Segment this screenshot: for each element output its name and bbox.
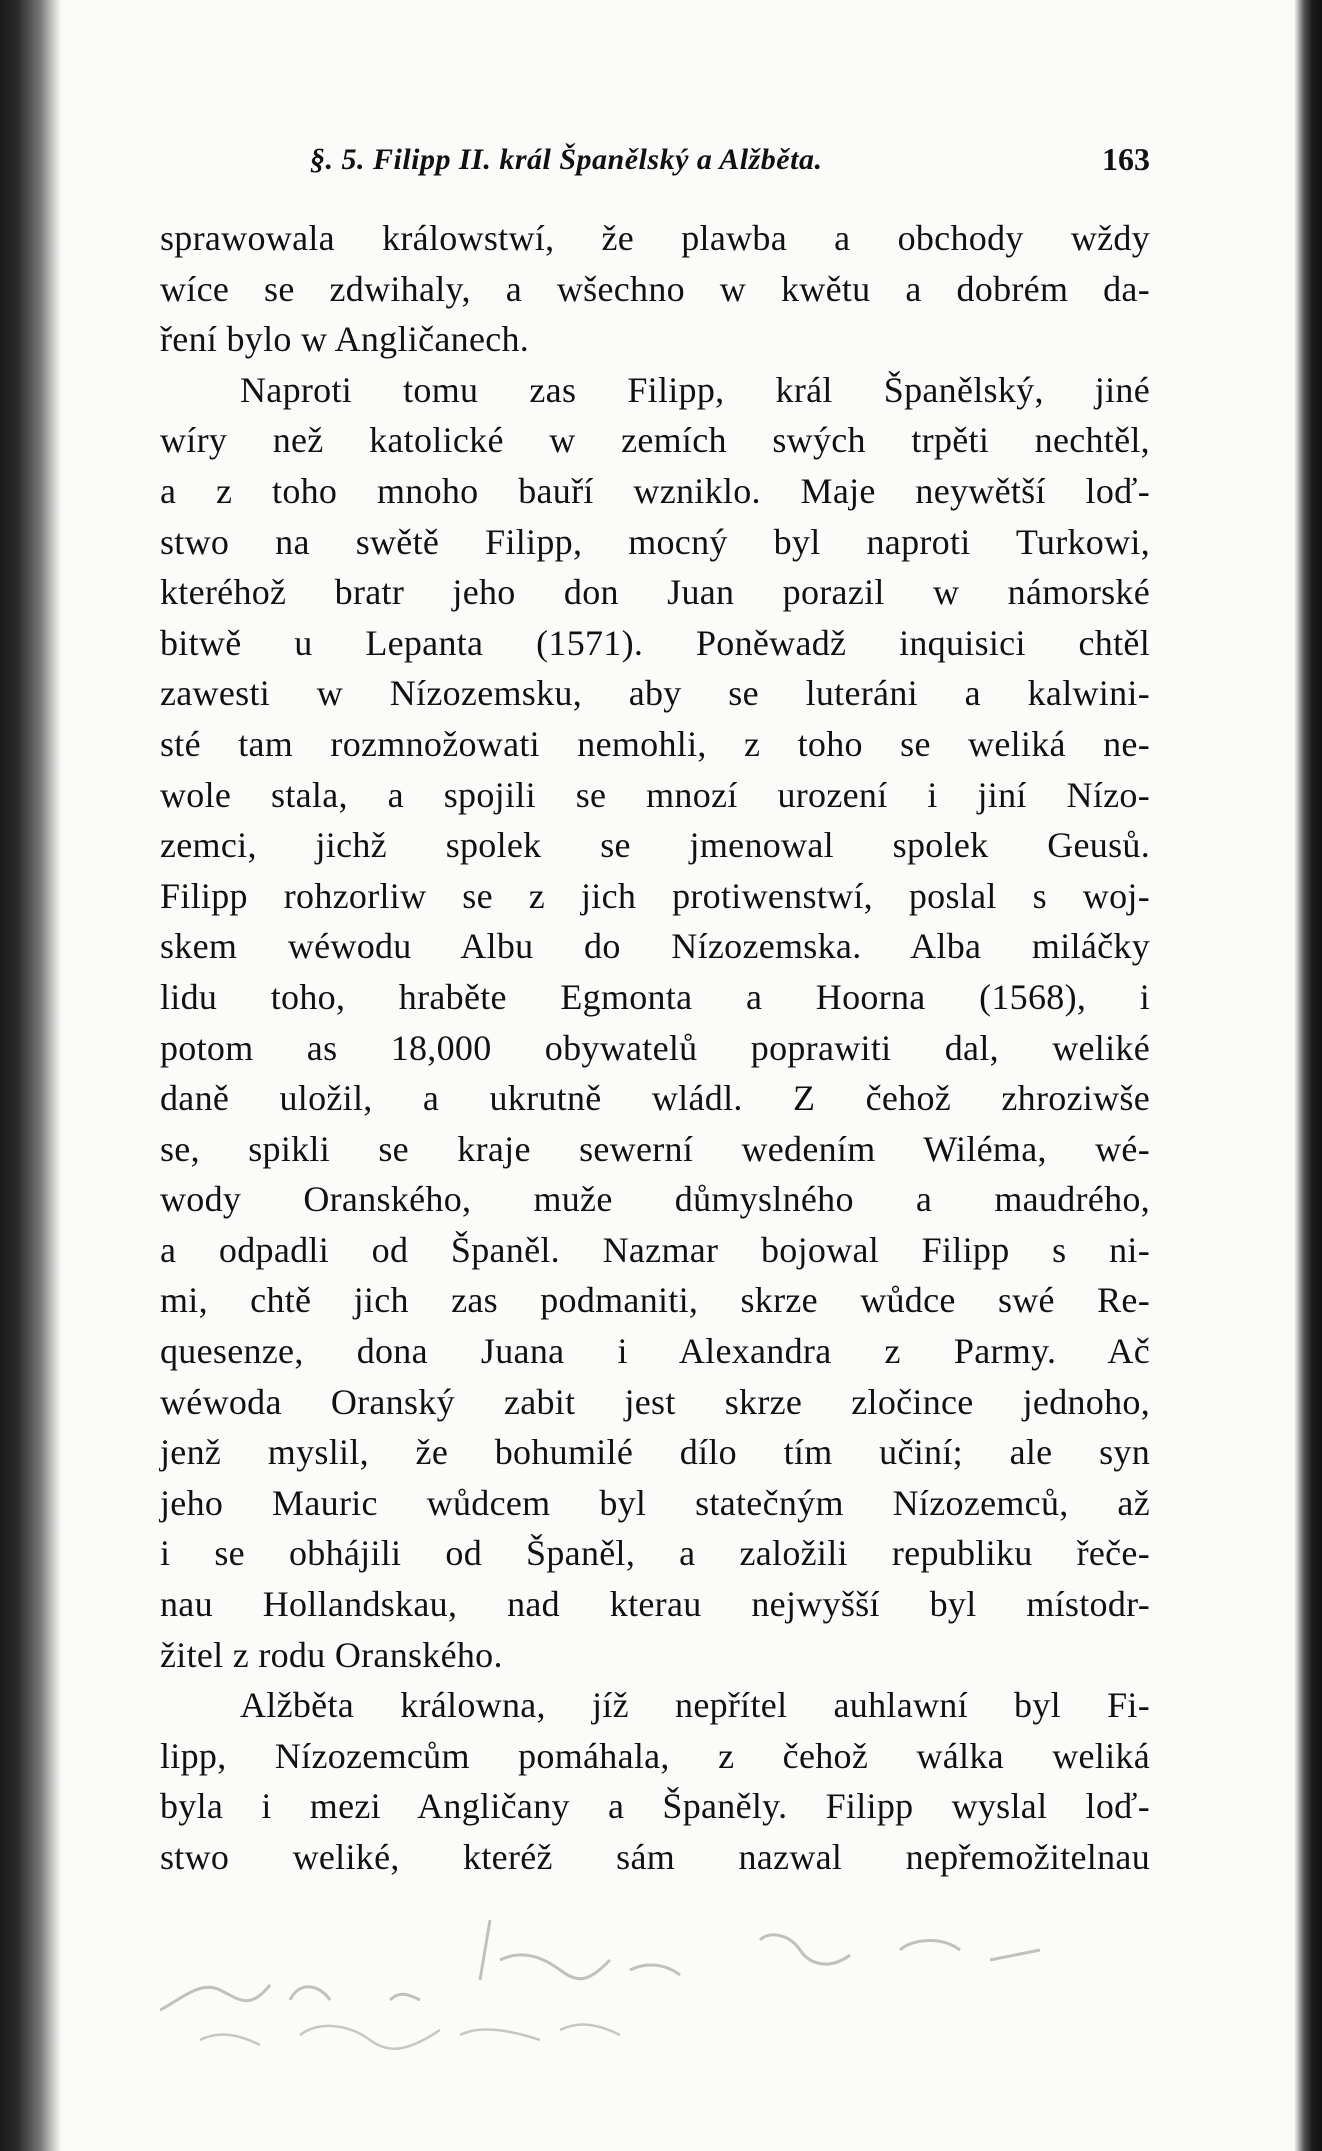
text-line: se, spikli se kraje sewerní wedením Wiléma, wé- xyxy=(160,1128,1150,1169)
text-line: byla i mezi Angličany a Španěly. Filipp wyslal loď- xyxy=(160,1786,1150,1827)
text-line: sprawowala králowstwí, že plawba a obchody wždy xyxy=(160,218,1150,258)
text-line: potom as 18,000 obywatelů poprawiti dal, weliké xyxy=(160,1027,1150,1068)
text-line: jeho Mauric wůdcem byl statečným Nízozemců, až xyxy=(160,1482,1150,1523)
text-line: nau Hollandskau, nad kterau nejwyšší byl místodr- xyxy=(160,1584,1150,1625)
text-line: stwo weliké, kteréž sám nazwal nepřemožitelnau xyxy=(160,1837,1150,1877)
body-text xyxy=(160,213,1150,1883)
text-line: lidu toho, hraběte Egmonta a Hoorna (1568), i xyxy=(160,976,1150,1017)
text-line: žitel z rodu Oranského. xyxy=(160,1634,503,1675)
handwritten-annotation xyxy=(160,1860,1160,2060)
text-line: ření bylo w Angličanech. xyxy=(160,319,530,360)
running-header xyxy=(160,135,1150,195)
book-binding-right xyxy=(1294,0,1322,2151)
text-line: wíce se zdwihaly, a wšechno w kwětu a dobrém da- xyxy=(160,268,1150,309)
text-line: kteréhož bratr jeho don Juan porazil w námorské xyxy=(160,572,1150,613)
text-line: wéwoda Oranský zabit jest skrze zločince jednoho, xyxy=(160,1381,1150,1422)
text-line: skem wéwodu Albu do Nízozemska. Alba miláčky xyxy=(160,926,1150,967)
page-content xyxy=(160,135,1150,1883)
page-number: 163 xyxy=(1102,141,1150,177)
text-line: quesenze, dona Juana i Alexandra z Parmy. Ač xyxy=(160,1331,1150,1372)
text-line: lipp, Nízozemcům pomáhala, z čehož wálka weliká xyxy=(160,1735,1150,1776)
text-line: a odpadli od Španěl. Nazmar bojowal Filipp s ni- xyxy=(160,1229,1150,1270)
text-line: wody Oranského, muže důmyslného a maudrého, xyxy=(160,1179,1150,1220)
header-title: §. 5. Filipp II. král Španělský a Alžběta. xyxy=(310,143,823,176)
text-line: mi, chtě jich zas podmaniti, skrze wůdce swé Re- xyxy=(160,1280,1150,1321)
text-line: bitwě u Lepanta (1571). Poněwadž inquisici chtěl xyxy=(160,622,1150,663)
text-line: sté tam rozmnožowati nemohli, z toho se weliká ne- xyxy=(160,723,1150,764)
text-line: Filipp rohzorliw se z jich protiwenstwí, poslal s woj- xyxy=(160,875,1150,916)
text-line: wíry než katolické w zemích swých trpěti nechtěl, xyxy=(160,420,1150,461)
text-line: daně uložil, a ukrutně wládl. Z čehož zhroziwše xyxy=(160,1078,1150,1119)
text-line: stwo na swětě Filipp, mocný byl naproti Turkowi, xyxy=(160,521,1150,562)
text-line: a z toho mnoho bauří wzniklo. Maje neywětší loď- xyxy=(160,470,1150,511)
text-line: wole stala, a spojili se mnozí urození i jiní Nízo- xyxy=(160,774,1150,815)
text-line: i se obhájili od Španěl, a založili republiku řeče- xyxy=(160,1533,1150,1574)
text-line: jenž myslil, že bohumilé dílo tím učiní; ale syn xyxy=(160,1432,1150,1473)
text-line: Naproti tomu zas Filipp, král Španělský, jiné xyxy=(240,369,1150,410)
book-binding-left xyxy=(0,0,62,2151)
text-line: zemci, jichž spolek se jmenowal spolek Geusů. xyxy=(160,825,1150,866)
text-line: Alžběta králowna, jíž nepřítel auhlawní byl Fi- xyxy=(240,1685,1150,1726)
text-line: zawesti w Nízozemsku, aby se luteráni a kalwini- xyxy=(160,673,1150,714)
